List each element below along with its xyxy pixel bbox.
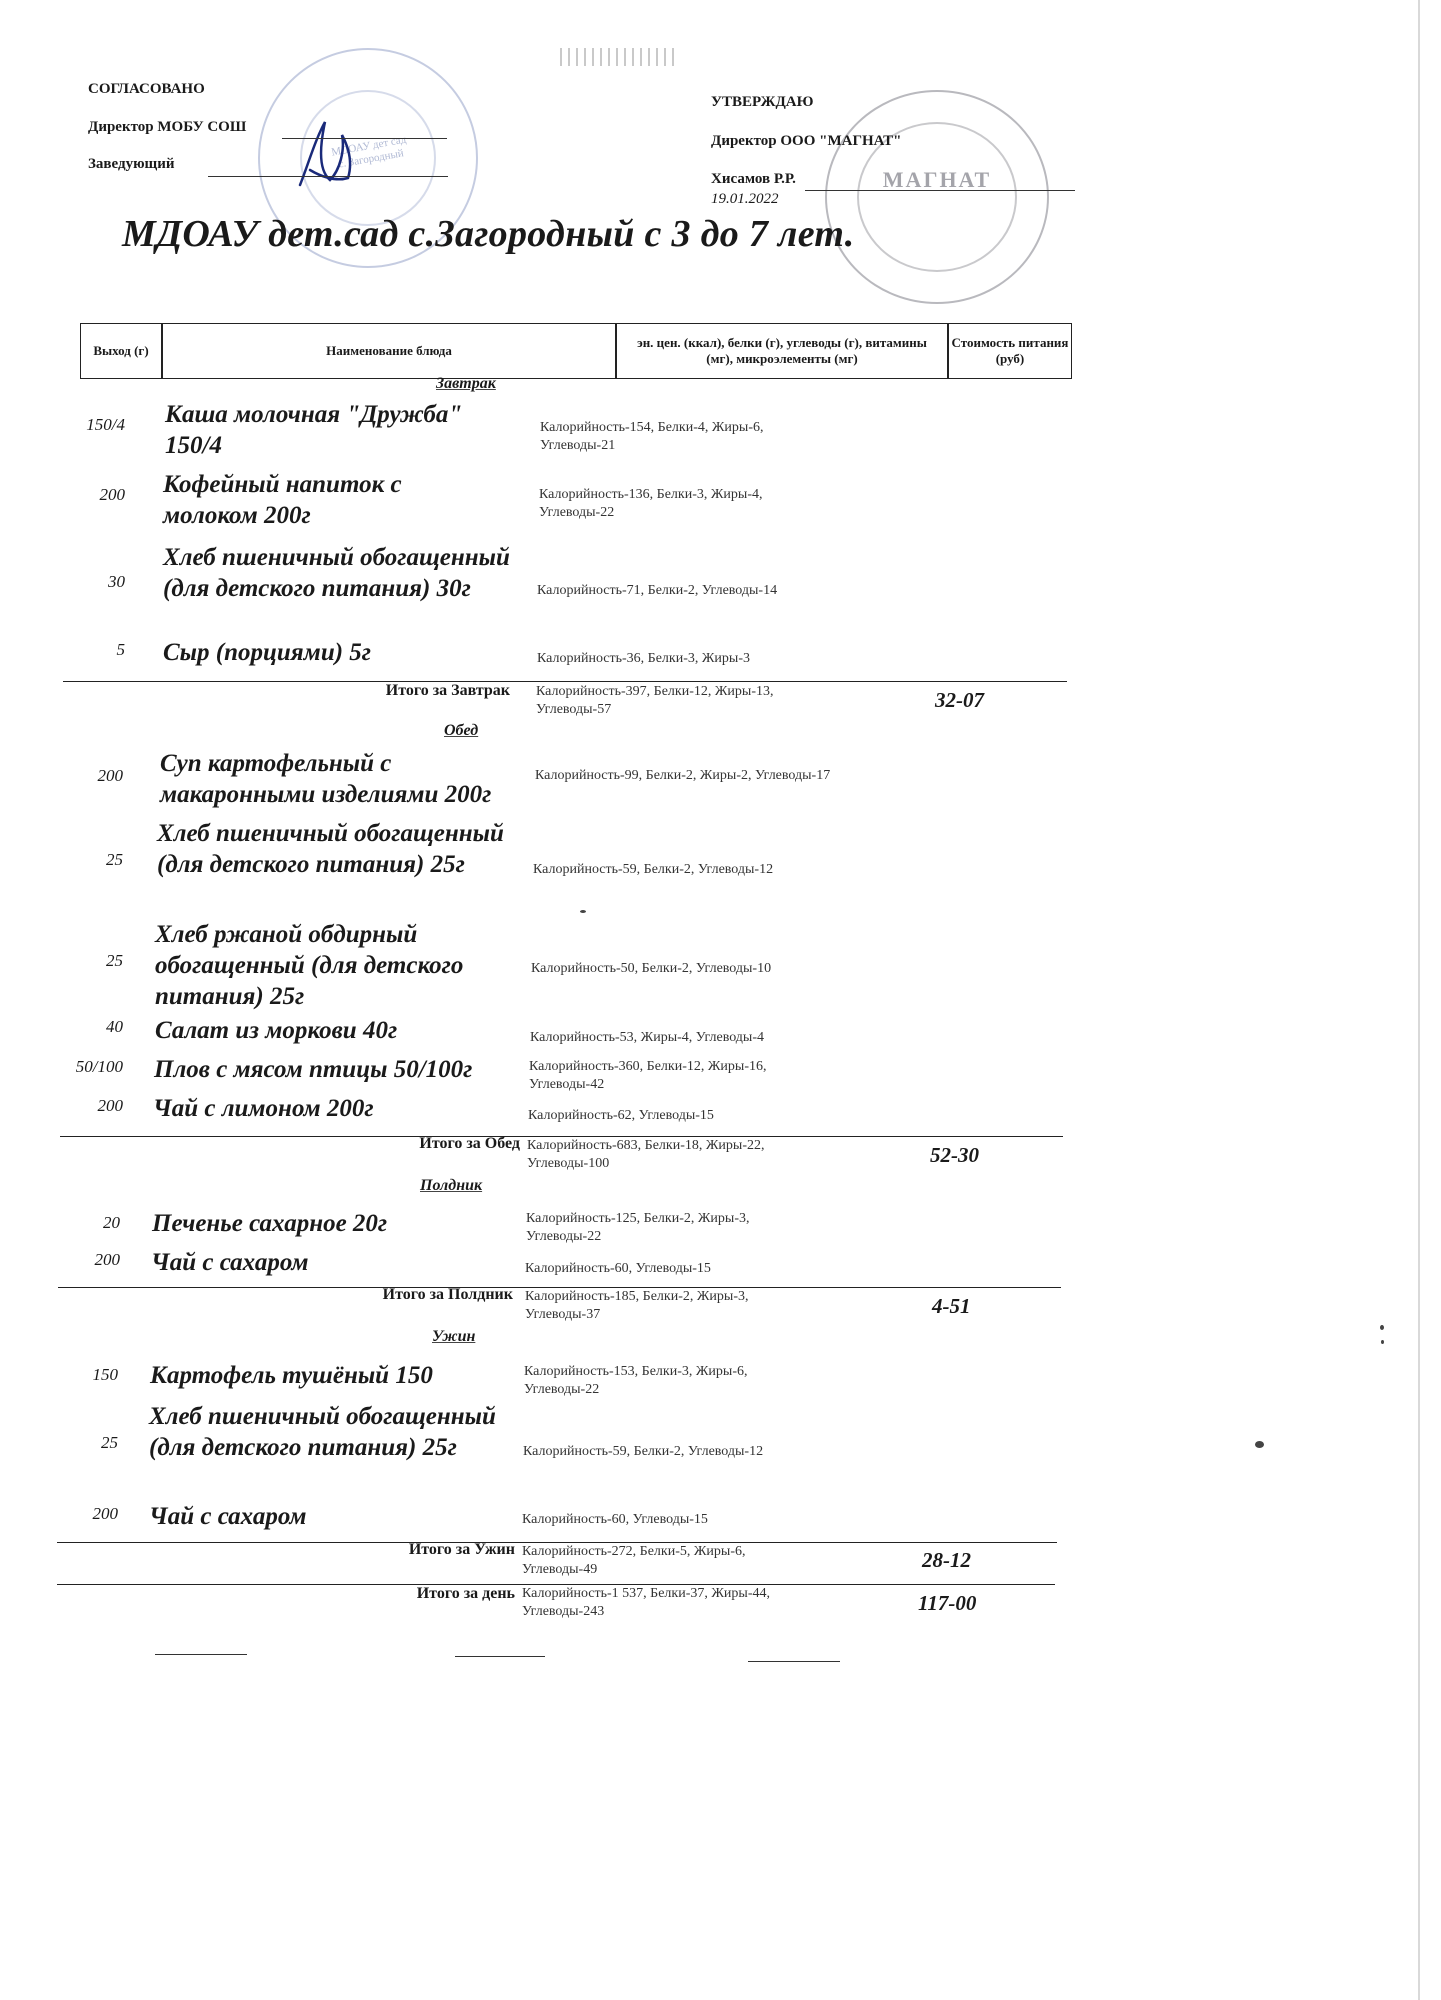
section-total-label: Итого за Завтрак bbox=[385, 682, 510, 699]
item-dish: Хлеб пшеничный обогащенный (для детского питания) 25г bbox=[157, 820, 504, 878]
item-yield: 200 bbox=[94, 1250, 120, 1269]
item-nutrition: Калорийность-59, Белки-2, Углеводы-12 bbox=[533, 862, 774, 877]
item-yield: 50/100 bbox=[75, 1057, 123, 1076]
section-total-nutrition: Калорийность-683, Белки-18, Жиры-22, Углеводы-100 bbox=[527, 1138, 765, 1171]
item-nutrition: Калорийность-53, Жиры-4, Углеводы-4 bbox=[530, 1030, 765, 1045]
approval-right-sign-line bbox=[805, 190, 1075, 191]
section-total-label: Итого за Ужин bbox=[408, 1541, 515, 1558]
item-dish: Сыр (порциями) 5г bbox=[163, 639, 372, 666]
approval-left-heading: СОГЛАСОВАНО bbox=[88, 81, 205, 97]
scan-speck bbox=[1380, 1325, 1384, 1330]
section-title: Обед bbox=[444, 722, 479, 739]
header-cost: Стоимость питания (руб) bbox=[951, 335, 1069, 366]
bottom-sign-line-1 bbox=[155, 1654, 247, 1655]
approval-right-heading: УТВЕРЖДАЮ bbox=[711, 94, 814, 110]
item-yield: 25 bbox=[106, 951, 123, 970]
day-total-cost: 117-00 bbox=[918, 1591, 977, 1615]
section-total-label: Итого за Обед bbox=[419, 1135, 520, 1152]
section-total-nutrition: Калорийность-272, Белки-5, Жиры-6, Углеводы-49 bbox=[522, 1544, 746, 1577]
approval-left-sign-line-2 bbox=[208, 176, 448, 177]
item-nutrition: Калорийность-154, Белки-4, Жиры-6, Углеводы-21 bbox=[540, 420, 764, 453]
approval-left-sign-line-1 bbox=[282, 138, 447, 139]
item-yield: 200 bbox=[97, 1096, 123, 1115]
header-dish-name: Наименование блюда bbox=[326, 343, 452, 358]
item-dish: Салат из моркови 40г bbox=[155, 1017, 398, 1044]
item-dish: Чай с сахаром bbox=[149, 1503, 307, 1530]
section-title: Полдник bbox=[420, 1177, 483, 1194]
scan-speck bbox=[580, 910, 586, 913]
item-dish: Хлеб ржаной обдирный обогащенный (для детского питания) 25г bbox=[155, 921, 464, 1010]
item-yield: 200 bbox=[92, 1504, 118, 1523]
section-title: Ужин bbox=[432, 1328, 476, 1345]
approval-right-line1: Директор ООО "МАГНАТ" bbox=[711, 133, 902, 149]
item-dish: Хлеб пшеничный обогащенный (для детского питания) 30г bbox=[163, 544, 510, 602]
item-dish: Каша молочная "Дружба" 150/4 bbox=[165, 401, 463, 459]
item-dish: Хлеб пшеничный обогащенный (для детского питания) 25г bbox=[149, 1403, 496, 1461]
section-total-cost: 28-12 bbox=[922, 1548, 971, 1572]
item-nutrition: Калорийность-62, Углеводы-15 bbox=[528, 1108, 714, 1123]
item-yield: 20 bbox=[103, 1213, 120, 1232]
item-nutrition: Калорийность-50, Белки-2, Углеводы-10 bbox=[531, 961, 772, 976]
item-dish: Кофейный напиток с молоком 200г bbox=[163, 471, 402, 529]
item-dish: Чай с лимоном 200г bbox=[153, 1095, 374, 1122]
item-nutrition: Калорийность-60, Углеводы-15 bbox=[525, 1261, 711, 1276]
item-yield: 5 bbox=[116, 640, 125, 659]
approval-right-date: 19.01.2022 bbox=[711, 191, 779, 207]
item-dish: Чай с сахаром bbox=[151, 1249, 309, 1276]
item-yield: 200 bbox=[99, 485, 125, 504]
section-total-label: Итого за Полдник bbox=[382, 1286, 513, 1303]
scan-mark bbox=[560, 48, 680, 66]
item-yield: 40 bbox=[106, 1017, 123, 1036]
item-nutrition: Калорийность-99, Белки-2, Жиры-2, Углеводы-17 bbox=[535, 768, 831, 783]
item-yield: 200 bbox=[97, 766, 123, 785]
bottom-sign-line-2 bbox=[455, 1656, 545, 1657]
approval-right-line2: Хисамов Р.Р. bbox=[711, 171, 796, 187]
header-yield: Выход (г) bbox=[93, 343, 149, 358]
item-nutrition: Калорийность-71, Белки-2, Углеводы-14 bbox=[537, 583, 778, 598]
stamp-left-text: МДОАУ дет сад с. Загородный bbox=[330, 133, 408, 171]
section-total-cost: 4-51 bbox=[932, 1294, 971, 1318]
approval-left-line1: Директор МОБУ СОШ bbox=[88, 119, 247, 135]
item-dish: Плов с мясом птицы 50/100г bbox=[154, 1056, 473, 1083]
section-total-nutrition: Калорийность-397, Белки-12, Жиры-13, Углеводы-57 bbox=[536, 684, 774, 717]
item-nutrition: Калорийность-360, Белки-12, Жиры-16, Углеводы-42 bbox=[529, 1059, 767, 1092]
section-title: Завтрак bbox=[436, 375, 496, 392]
day-total-nutrition: Калорийность-1 537, Белки-37, Жиры-44, Углеводы-243 bbox=[522, 1586, 770, 1619]
day-total-label: Итого за день bbox=[416, 1585, 515, 1602]
section-total-cost: 32-07 bbox=[935, 688, 984, 712]
item-yield: 25 bbox=[101, 1433, 118, 1452]
item-nutrition: Калорийность-59, Белки-2, Углеводы-12 bbox=[523, 1444, 764, 1459]
section-total-nutrition: Калорийность-185, Белки-2, Жиры-3, Углеводы-37 bbox=[525, 1289, 749, 1322]
stamp-right-seal bbox=[825, 90, 1049, 304]
section-total-cost: 52-30 bbox=[930, 1143, 979, 1167]
stamp-right-text: МАГНАТ bbox=[882, 167, 992, 192]
item-nutrition: Калорийность-153, Белки-3, Жиры-6, Углеводы-22 bbox=[524, 1364, 748, 1397]
director-signature bbox=[290, 110, 370, 200]
item-nutrition: Калорийность-136, Белки-3, Жиры-4, Углеводы-22 bbox=[539, 487, 763, 520]
item-dish: Суп картофельный с макаронными изделиями 200г bbox=[160, 750, 492, 808]
item-yield: 25 bbox=[106, 850, 123, 869]
item-dish: Печенье сахарное 20г bbox=[152, 1210, 388, 1237]
item-nutrition: Калорийность-36, Белки-3, Жиры-3 bbox=[537, 651, 750, 666]
scan-speck bbox=[1381, 1340, 1384, 1344]
header-nutrition: эн. цен. (ккал), белки (г), углеводы (г), витамины (мг), микроэлементы (мг) bbox=[637, 335, 927, 366]
approval-left-line2: Заведующий bbox=[88, 156, 175, 172]
item-yield: 30 bbox=[108, 572, 125, 591]
item-yield: 150/4 bbox=[86, 415, 125, 434]
item-nutrition: Калорийность-125, Белки-2, Жиры-3, Углеводы-22 bbox=[526, 1211, 750, 1244]
item-nutrition: Калорийность-60, Углеводы-15 bbox=[522, 1512, 708, 1527]
item-yield: 150 bbox=[92, 1365, 118, 1384]
item-dish: Картофель тушёный 150 bbox=[150, 1362, 433, 1389]
menu-table-header bbox=[80, 323, 1072, 379]
scan-edge-line bbox=[1418, 0, 1420, 2000]
scan-speck bbox=[1255, 1441, 1264, 1448]
page-title: МДОАУ дет.сад с.Загородный с 3 до 7 лет. bbox=[122, 213, 855, 255]
bottom-sign-line-3 bbox=[748, 1661, 840, 1662]
